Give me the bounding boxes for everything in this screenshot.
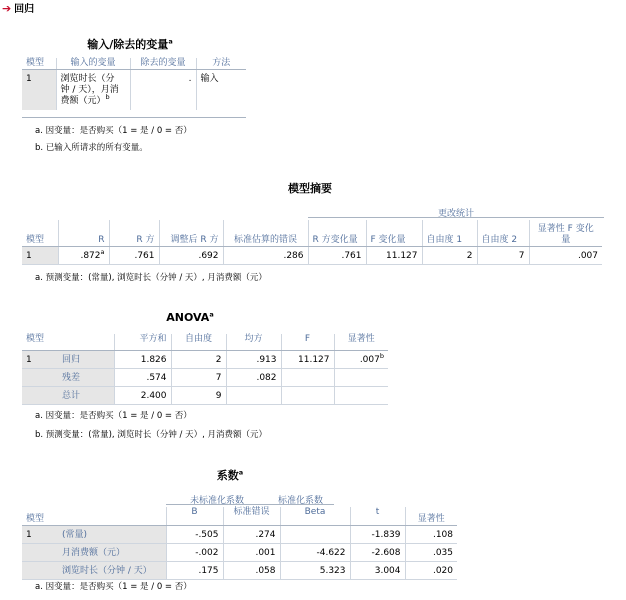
coefficients-table [22,507,457,580]
anova-row-label: 残差 [58,368,114,386]
anova-model: 1 [22,350,58,368]
ms-r2-change: .761 [308,246,366,264]
coef-group-divider [166,504,334,505]
table-row [22,543,457,561]
ms-header-f-change: F 变化量 [366,220,422,246]
coef-row-label: 月消费额（元） [58,543,166,561]
ms-f-change: 11.127 [366,246,422,264]
anova-ms [226,386,281,404]
anova-footnote-b: b. 预测变量：(常量), 浏览时长（分钟 / 天）, 月消费额（元） [35,430,268,440]
entered-vars-cell: 浏览时长（分 钟 / 天），月消 费额（元）$^b$ [56,70,130,110]
anova-df: 7 [171,368,226,386]
coef-header-b: B [166,507,223,525]
coef-header-model: 模型 [22,507,58,525]
anova-sig [334,368,388,386]
std-coef-header: 标准化系数 [278,496,324,506]
regression-link[interactable]: 回归 [14,4,35,15]
model-summary-table [22,220,602,265]
model-cell: 1 [22,70,56,110]
table-divider [22,117,246,118]
coef-t: -2.608 [350,543,405,561]
anova-header-ms: 均方 [226,334,281,350]
coef-header-t: t [350,507,405,525]
coef-row-label: (常量) [58,525,166,543]
anova-ms: .913 [226,350,281,368]
coef-beta: 5.323 [280,561,350,579]
table-row [22,525,457,543]
table-row [22,561,457,579]
anova-table [22,334,388,405]
arrow-right-icon: ➔ [2,2,12,15]
header-model: 模型 [22,58,56,70]
ms-header-r2: R 方 [109,220,159,246]
anova-sig: .007$^b$ [334,350,388,368]
coef-b: -.002 [166,543,223,561]
vars-footnote-a: a. 因变量：是否购买（1 = 是 / 0 = 否） [35,126,192,136]
anova-f: 11.127 [281,350,334,368]
coefficients-title: 系数$^a$ [216,468,244,482]
change-stats-header: 更改统计 [438,209,475,219]
model-summary-title: 模型摘要 [288,182,332,195]
coef-model [22,543,58,561]
coef-beta: -4.622 [280,543,350,561]
coef-se: .001 [223,543,280,561]
anova-title: ANOVA$^a$ [166,310,214,324]
coef-footnote: a. 因变量：是否购买（1 = 是 / 0 = 否） [35,582,192,592]
anova-df: 2 [171,350,226,368]
header-entered: 输入的变量 [56,58,130,70]
anova-f [281,368,334,386]
nav-header [2,0,34,15]
unstd-coef-header: 未标准化系数 [190,496,245,506]
table-row [22,386,388,404]
ms-header-df2: 自由度 2 [477,220,529,246]
ms-header-r2-change: R 方变化量 [308,220,366,246]
coef-t: 3.004 [350,561,405,579]
vars-entered-title: 输入/除去的变量$^a$ [87,37,173,51]
coef-t: -1.839 [350,525,405,543]
coef-sig: .108 [405,525,457,543]
coef-row-label: 浏览时长（分钟 / 天） [58,561,166,579]
anova-row-label: 总计 [58,386,114,404]
coef-header-se: 标准错误 [223,507,280,525]
header-method: 方法 [196,58,246,70]
header-removed: 除去的变量 [130,58,196,70]
coef-header-sig: 显著性 [405,507,457,525]
ms-header-df1: 自由度 1 [422,220,477,246]
coef-model [22,561,58,579]
coef-beta [280,525,350,543]
coef-se: .274 [223,525,280,543]
ms-df2: 7 [477,246,529,264]
coef-model: 1 [22,525,58,543]
ms-model: 1 [22,246,58,264]
coef-sig: .035 [405,543,457,561]
group-divider [308,217,604,218]
ms-se: .286 [223,246,308,264]
anova-model [22,386,58,404]
coef-b: .175 [166,561,223,579]
anova-ss: 2.400 [114,386,171,404]
anova-ms: .082 [226,368,281,386]
anova-df: 9 [171,386,226,404]
anova-row-label: 回归 [58,350,114,368]
ms-sig-f: .007 [529,246,602,264]
coef-b: -.505 [166,525,223,543]
removed-vars-cell: . [130,70,196,110]
ms-header-adj-r2: 调整后 R 方 [159,220,223,246]
anova-header-df: 自由度 [171,334,226,350]
ms-adj-r2: .692 [159,246,223,264]
anova-f [281,386,334,404]
anova-ss: .574 [114,368,171,386]
vars-footnote-b: b. 已输入所请求的所有变量。 [35,143,148,153]
table-row [22,368,388,386]
ms-df1: 2 [422,246,477,264]
method-cell: 输入 [200,74,219,84]
ms-header-model: 模型 [22,220,58,246]
ms-header-sig-f: 显著性 F 变化量 [529,220,602,246]
ms-header-se: 标准估算的错误 [223,220,308,246]
ms-r2: .761 [109,246,159,264]
anova-header-f: F [281,334,334,350]
anova-footnote-a: a. 因变量：是否购买（1 = 是 / 0 = 否） [35,411,192,421]
anova-ss: 1.826 [114,350,171,368]
anova-sig [334,386,388,404]
coef-header-beta: Beta [280,507,350,525]
anova-header-sig: 显著性 [334,334,388,350]
anova-header-model: 模型 [22,334,58,350]
ms-header-r: R [58,220,109,246]
ms-footnote: a. 预测变量：(常量), 浏览时长（分钟 / 天）, 月消费额（元） [35,273,267,283]
vars-entered-table [22,58,246,110]
coef-se: .058 [223,561,280,579]
anova-header-ss: 平方和 [114,334,171,350]
anova-model [22,368,58,386]
table-row [22,350,388,368]
coef-sig: .020 [405,561,457,579]
ms-r: .872$^a$ [58,246,109,264]
